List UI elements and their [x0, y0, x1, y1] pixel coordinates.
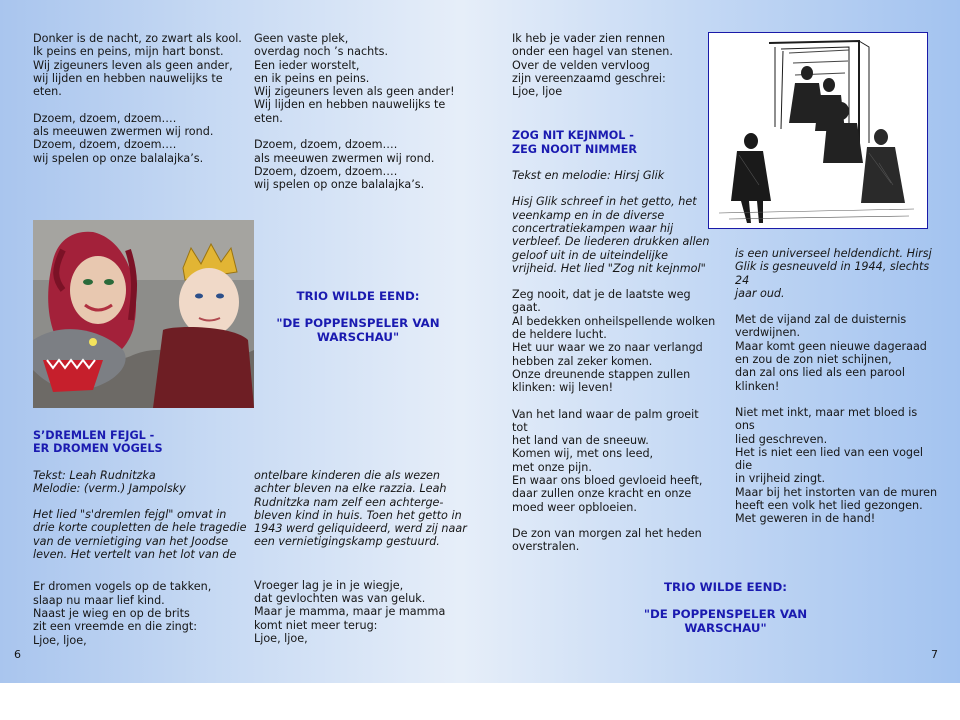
right-column-1 [512, 32, 717, 554]
song-column-right [254, 469, 469, 645]
poem-stanzas-1: Donker is de nacht, zo zwart als kool. Ik peins en peins, mijn hart bonst. Wij zigeuners leven als geen ander, wij lijden en hebben nauwelijks te eten. Dzoem, dzoem, dzoem…. als meeuwen zwermen wij rond. Dzoem, dzoem, dzoem…. wij spelen op onze balalajka’s. [33, 32, 242, 165]
song-credits: Tekst: Leah Rudnitzka Melodie: (verm.) Jampolsky [33, 468, 186, 495]
poem-column-1 [33, 32, 248, 165]
song-credits-2: Tekst en melodie: Hirsj Glik [512, 169, 665, 183]
song-intro-2: Hisj Glik schreef in het getto, het veenkamp en in de diverse concertratiekampen waar hij verbleef. De liederen drukken allen geloof uit in de uiteindelijke vrijheid. Het lied "Zog nit kejnmol" [512, 195, 710, 275]
page-number-right: 7 [931, 648, 938, 661]
song-verse-2: Vroeger lag je in je wiegje, dat gevlochten was van geluk. Maar je mamma, maar je mamma komt niet meer terug: Ljoe, ljoe, [254, 578, 446, 645]
trio-title-2: "DE POPPENSPELER VAN WARSCHAU" [643, 607, 808, 635]
song-verse-1: Er dromen vogels op de takken, slaap nu maar lief kind. Naast je wieg en op de brits zit een vreemde en die zingt: Ljoe, ljoe, [33, 580, 212, 647]
page-number-left: 6 [14, 648, 21, 661]
stanza-3: De zon van morgen zal het heden overstralen. [512, 526, 702, 554]
stanza-1: Zeg nooit, dat je de laatste weg gaat. Al bedekken onheilspellende wolken de heldere lucht. Het uur waar we zo naar verlangd hebben zal zeker komen. Onze dreunende stappen zullen klinken: wij leven! [512, 288, 716, 395]
song-intro-continued: ontelbare kinderen die als wezen achter bleven na elke razzia. Leah Rudnitzka nam zelf een achterge- bleven kind in huis. Toen het getto in 1943 werd geliquideerd, werd zij naar een vernietigingskamp gestuurd. [254, 469, 467, 549]
trio-name-2: TRIO WILDE EEND: [663, 580, 788, 594]
stanza-4: Met de vijand zal de duisternis verdwijnen. Maar komt geen nieuwe dageraad en zou de zon niet schijnen, dan zal ons lied als een parool klinken! [735, 313, 927, 393]
song-heading-2: ZOG NIT KEJNMOL - ZEG NOOIT NIMMER [512, 129, 637, 156]
song-heading: S’DREMLEN FEJGL - ER DROMEN VOGELS [33, 429, 163, 456]
stanza-5: Niet met inkt, maar met bloed is ons lied geschreven. Het is niet een lied van een vogel die in vrijheid zingt. Maar bij het instorten van de muren heeft een volk het lied gezongen. Met geweren in de hand! [735, 405, 938, 526]
stanza-2: Van het land waar de palm groeit tot het land van de sneeuw. Komen wij, met ons leed, met onze pijn. En waar ons bloed gevloeid heeft, daar zullen onze kracht en onze moed weer opbloeien. [512, 407, 703, 514]
right-column-2 [735, 247, 940, 526]
performer-credit-right [633, 580, 818, 635]
performer-credit-left [268, 289, 448, 344]
song-intro-2-continued: is een universeel heldendicht. Hirsj Glik is gesneuveld in 1944, slechts 24 jaar oud. [735, 247, 932, 300]
song-intro: Het lied "s'dremlen fejgl" omvat in drie korte coupletten de hele tragedie van de vernietiging van het Joodse leven. Het vertelt van het lot van de [33, 508, 247, 562]
song-verse-3: Ik heb je vader zien rennen onder een hagel van stenen. Over de velden vervloog zijn vereenzaamd geschrei: Ljoe, ljoe [512, 32, 673, 99]
poem-stanzas-2: Geen vaste plek, overdag noch ’s nachts. Een ieder worstelt, en ik peins en peins. Wij zigeuners leven als geen ander! Wij lijden en hebben nauwelijks te eten. Dzoem, dzoem, dzoem…. als meeuwen zwermen wij rond. Dzoem, dzoem, dzoem…. wij spelen op onze balalajka’s. [254, 32, 455, 192]
trio-title: "DE POPPENSPELER VAN WARSCHAU" [276, 316, 440, 344]
puppets-photo-image [33, 220, 254, 408]
ghetto-sketch-drawing [709, 33, 926, 227]
puppets-photo [33, 220, 254, 408]
trio-name: TRIO WILDE EEND: [296, 289, 420, 303]
ghetto-sketch [708, 32, 928, 229]
song-column-left [33, 429, 248, 647]
poem-column-2 [254, 32, 469, 192]
